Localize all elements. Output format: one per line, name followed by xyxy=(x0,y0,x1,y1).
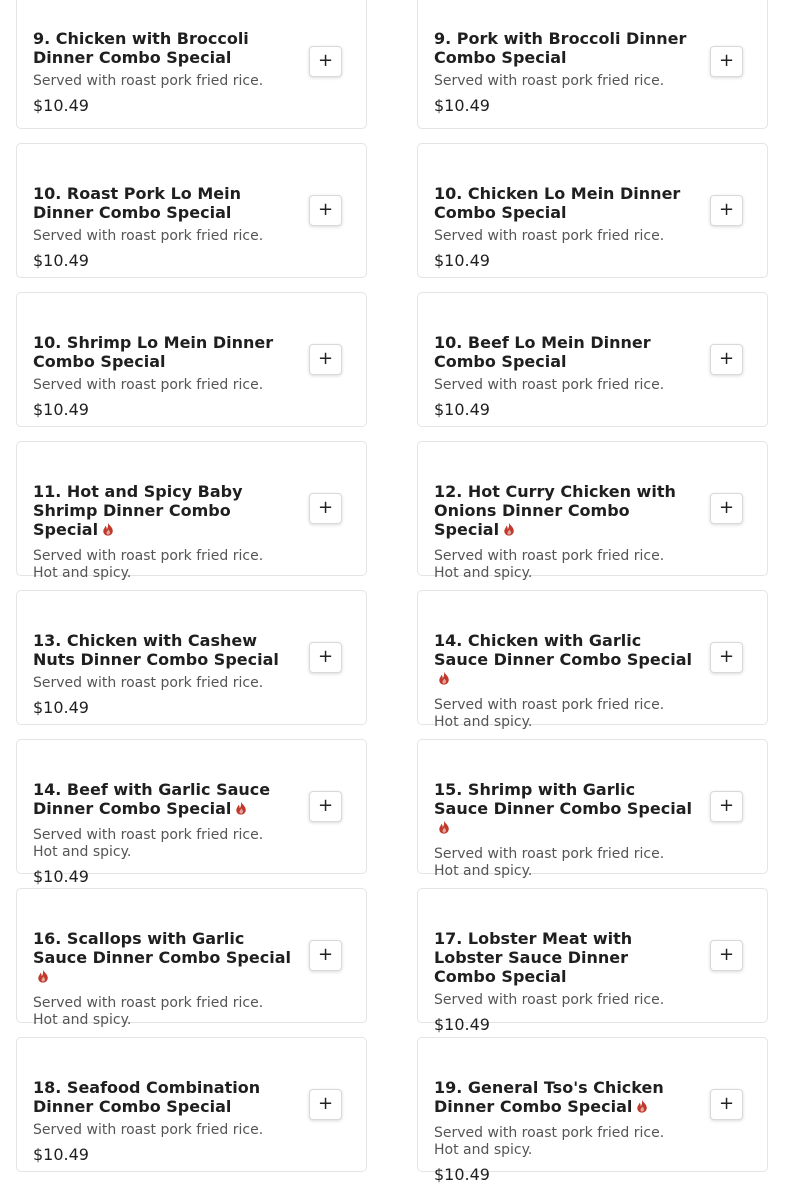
menu-item-description: Served with roast pork fried rice. xyxy=(434,228,665,244)
menu-item-description: Served with roast pork fried rice. xyxy=(33,377,264,393)
menu-item-price: $10.49 xyxy=(434,251,490,270)
menu-item-name-text: 9. Pork with Broccoli Dinner Combo Special xyxy=(434,29,687,67)
menu-item-name-text: 19. General Tso's Chicken Dinner Combo Special xyxy=(434,1078,664,1116)
menu-item-body xyxy=(434,889,693,1034)
plus-icon: + xyxy=(718,199,735,220)
menu-item-description: Served with roast pork fried rice. Hot and spicy. xyxy=(434,1125,665,1158)
menu-item-name xyxy=(434,929,693,986)
menu-item-description: Served with roast pork fried rice. Hot and spicy. xyxy=(33,827,264,860)
menu-item-name-text: 10. Shrimp Lo Mein Dinner Combo Special xyxy=(33,333,274,371)
menu-item-name xyxy=(434,184,693,222)
menu-item-name-text: 10. Beef Lo Mein Dinner Combo Special xyxy=(434,333,651,371)
add-to-cart-button[interactable] xyxy=(309,344,342,375)
menu-item-name xyxy=(33,929,292,986)
flame-icon xyxy=(438,819,451,833)
menu-item-price: $10.49 xyxy=(434,400,490,419)
flame-icon xyxy=(503,521,516,535)
menu-item-price: $10.49 xyxy=(33,698,89,717)
menu-item-description: Served with roast pork fried rice. Hot and spicy. xyxy=(434,697,665,730)
menu-item-body xyxy=(33,889,292,1028)
menu-item-name-text: 10. Chicken Lo Mein Dinner Combo Special xyxy=(434,184,681,222)
menu-item-name xyxy=(434,333,693,371)
add-to-cart-button[interactable] xyxy=(710,195,743,226)
menu-item-card[interactable] xyxy=(417,143,768,278)
menu-item-card[interactable] xyxy=(16,739,367,886)
menu-item-description: Served with roast pork fried rice. xyxy=(33,1122,264,1138)
menu-item-card[interactable] xyxy=(417,1037,768,1184)
menu-item-body xyxy=(434,293,693,426)
menu-item-name-text: 14. Beef with Garlic Sauce Dinner Combo Special xyxy=(33,780,271,818)
menu-item-card[interactable] xyxy=(417,590,768,730)
menu-item-card[interactable] xyxy=(16,590,367,725)
add-to-cart-button[interactable] xyxy=(710,791,743,822)
plus-icon: + xyxy=(718,646,735,667)
flame-icon xyxy=(438,670,451,684)
plus-icon: + xyxy=(317,1093,334,1114)
menu-item-name-text: 10. Roast Pork Lo Mein Dinner Combo Special xyxy=(33,184,241,222)
menu-item-name xyxy=(33,333,292,371)
menu-item-description: Served with roast pork fried rice. xyxy=(33,73,264,89)
menu-item-name-text: 15. Shrimp with Garlic Sauce Dinner Combo Special xyxy=(434,780,692,818)
menu-item-price: $10.49 xyxy=(434,96,490,115)
add-to-cart-button[interactable] xyxy=(710,46,743,77)
menu-item-name-text: 11. Hot and Spicy Baby Shrimp Dinner Combo Special xyxy=(33,482,243,539)
menu-item-card[interactable] xyxy=(16,292,367,427)
menu-item-price: $10.49 xyxy=(434,1015,490,1034)
menu-item-description: Served with roast pork fried rice. xyxy=(434,992,665,1008)
menu-item-price: $10.49 xyxy=(33,867,89,886)
menu-item-description: Served with roast pork fried rice. xyxy=(434,73,665,89)
menu-item-body xyxy=(33,293,292,426)
flame-icon xyxy=(636,1098,649,1112)
menu-item-card[interactable] xyxy=(417,739,768,879)
menu-item-name-text: 9. Chicken with Broccoli Dinner Combo Special xyxy=(33,29,249,67)
add-to-cart-button[interactable] xyxy=(309,791,342,822)
menu-item-name xyxy=(33,780,292,818)
menu-item-name xyxy=(33,482,292,539)
plus-icon: + xyxy=(317,50,334,71)
menu-item-name xyxy=(33,29,292,67)
menu-item-name xyxy=(434,482,693,539)
menu-item-body xyxy=(434,591,693,730)
menu-item-price: $10.49 xyxy=(33,251,89,270)
add-to-cart-button[interactable] xyxy=(710,1089,743,1120)
menu-item-name-text: 12. Hot Curry Chicken with Onions Dinner Combo Special xyxy=(434,482,676,539)
add-to-cart-button[interactable] xyxy=(309,1089,342,1120)
plus-icon: + xyxy=(317,348,334,369)
add-to-cart-button[interactable] xyxy=(309,940,342,971)
plus-icon: + xyxy=(317,199,334,220)
plus-icon: + xyxy=(317,795,334,816)
menu-item-card[interactable] xyxy=(16,0,367,129)
plus-icon: + xyxy=(718,944,735,965)
menu-item-name xyxy=(434,29,693,67)
menu-item-price: $10.49 xyxy=(33,96,89,115)
menu-item-body xyxy=(33,1038,292,1171)
menu-item-body xyxy=(33,591,292,724)
menu-item-name xyxy=(434,631,693,688)
menu-item-body xyxy=(434,442,693,581)
menu-item-body xyxy=(33,740,292,886)
menu-item-description: Served with roast pork fried rice. Hot and spicy. xyxy=(33,548,264,581)
add-to-cart-button[interactable] xyxy=(710,344,743,375)
menu-item-body xyxy=(33,144,292,277)
add-to-cart-button[interactable] xyxy=(710,940,743,971)
plus-icon: + xyxy=(317,497,334,518)
menu-item-card[interactable] xyxy=(16,888,367,1028)
add-to-cart-button[interactable] xyxy=(309,642,342,673)
menu-item-price: $10.49 xyxy=(33,400,89,419)
flame-icon xyxy=(235,800,248,814)
menu-item-price: $10.49 xyxy=(33,1145,89,1164)
menu-item-body xyxy=(33,0,292,128)
menu-item-description: Served with roast pork fried rice. xyxy=(33,675,264,691)
menu-item-card[interactable] xyxy=(16,441,367,581)
add-to-cart-button[interactable] xyxy=(710,493,743,524)
menu-item-name-text: 16. Scallops with Garlic Sauce Dinner Combo Special xyxy=(33,929,291,967)
menu-item-name xyxy=(33,184,292,222)
menu-item-card[interactable] xyxy=(417,441,768,581)
menu-item-name xyxy=(434,1078,693,1116)
add-to-cart-button[interactable] xyxy=(309,46,342,77)
flame-icon xyxy=(102,521,115,535)
menu-item-name-text: 18. Seafood Combination Dinner Combo Special xyxy=(33,1078,261,1116)
plus-icon: + xyxy=(317,944,334,965)
menu-item-body xyxy=(434,1038,693,1184)
menu-item-card[interactable] xyxy=(16,1037,367,1172)
flame-icon xyxy=(37,968,50,982)
menu-item-description: Served with roast pork fried rice. xyxy=(33,228,264,244)
plus-icon: + xyxy=(718,497,735,518)
menu-item-name xyxy=(33,631,292,669)
menu-item-card[interactable] xyxy=(417,888,768,1034)
menu-item-card[interactable] xyxy=(417,0,768,129)
plus-icon: + xyxy=(317,646,334,667)
menu-item-body xyxy=(434,740,693,879)
menu-item-name xyxy=(33,1078,292,1116)
add-to-cart-button[interactable] xyxy=(309,493,342,524)
plus-icon: + xyxy=(718,50,735,71)
menu-item-body xyxy=(33,442,292,581)
menu-item-name xyxy=(434,780,693,837)
add-to-cart-button[interactable] xyxy=(710,642,743,673)
menu-item-price: $10.49 xyxy=(434,1165,490,1184)
plus-icon: + xyxy=(718,795,735,816)
menu-item-name-text: 14. Chicken with Garlic Sauce Dinner Combo Special xyxy=(434,631,692,669)
menu-item-body xyxy=(434,0,693,128)
menu-item-description: Served with roast pork fried rice. Hot and spicy. xyxy=(434,548,665,581)
menu-item-description: Served with roast pork fried rice. Hot and spicy. xyxy=(434,846,665,879)
plus-icon: + xyxy=(718,348,735,369)
menu-item-name-text: 13. Chicken with Cashew Nuts Dinner Combo Special xyxy=(33,631,279,669)
menu-item-body xyxy=(434,144,693,277)
menu-item-card[interactable] xyxy=(16,143,367,278)
menu-item-card[interactable] xyxy=(417,292,768,427)
add-to-cart-button[interactable] xyxy=(309,195,342,226)
plus-icon: + xyxy=(718,1093,735,1114)
menu-item-description: Served with roast pork fried rice. Hot and spicy. xyxy=(33,995,264,1028)
menu-item-name-text: 17. Lobster Meat with Lobster Sauce Dinner Combo Special xyxy=(434,929,633,986)
menu-item-description: Served with roast pork fried rice. xyxy=(434,377,665,393)
